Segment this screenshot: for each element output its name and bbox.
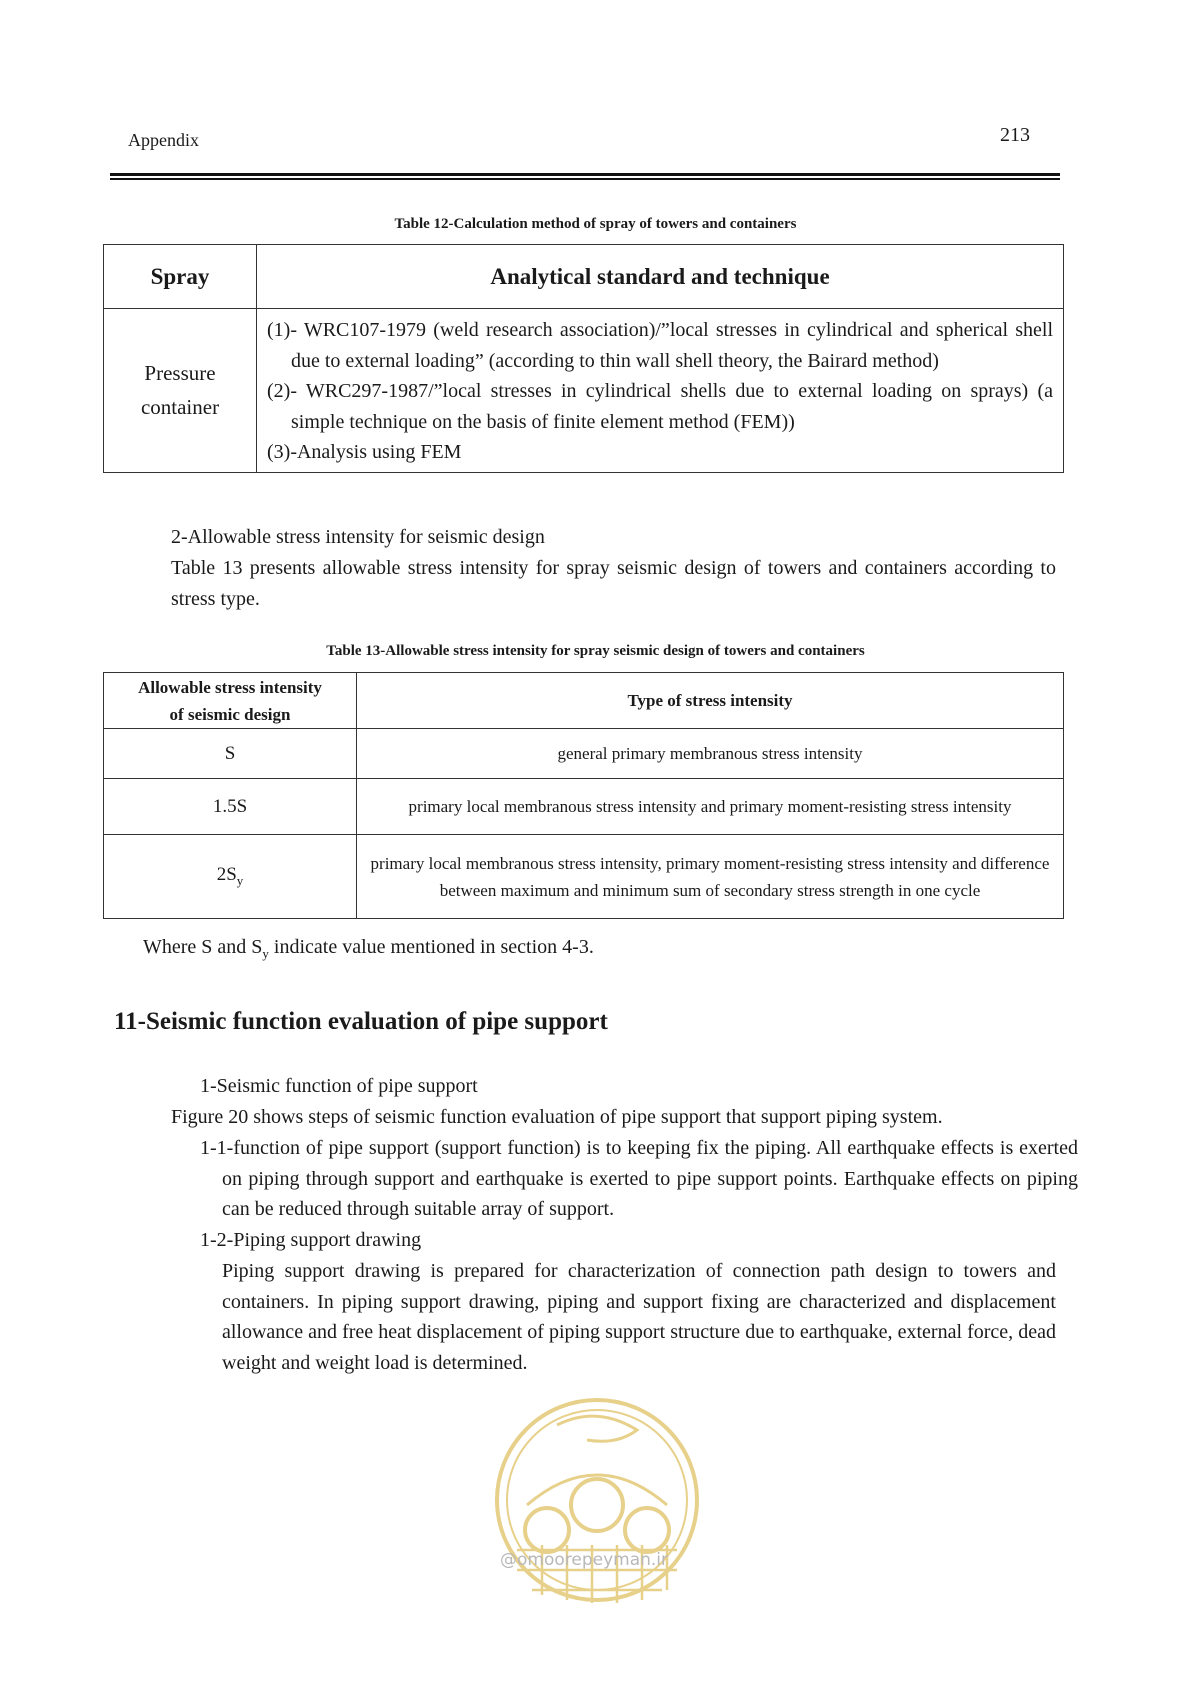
stress-value-cell: S [104,729,357,779]
header-rule-thin [110,178,1060,180]
row-label-line: container [140,395,220,420]
table13-header-row [104,673,1064,729]
table13 [103,672,1064,919]
page-number: 213 [1000,124,1030,146]
section11-sub1: 1-Seismic function of pipe support [200,1075,478,1097]
table-row [104,779,1064,835]
item-1-2-heading: 1-2-Piping support drawing [200,1229,422,1251]
table12-methods-cell [257,309,1064,473]
item-1-1: 1-1-function of pipe support (support function) is to keeping fix the piping. All earthquake effects is exerted on piping through support and earthquake is exerted to pipe support points. Earthquake effects on piping can be reduced through suitable array of support. [200,1137,1078,1220]
watermark-logo [487,1385,707,1615]
stress-value-cell [104,835,357,919]
note-text: indicate value mentioned in section 4-3. [268,936,594,958]
table12-header-row [104,245,1064,309]
table13-note [143,932,594,970]
table-row [104,729,1064,779]
table-row [104,835,1064,919]
stress-value-cell: 1.5S [104,779,357,835]
stress-type-cell: primary local membranous stress intensity, primary moment-resisting stress intensity and difference between maximum and minimum sum of secondary stress strength in one cycle [357,835,1064,919]
table12-row-label [104,309,257,473]
method-item: (1)- WRC107-1979 (weld research association)/”local stresses in cylindrical and spherical shell due to external loading” (according to thin wall shell theory, the Bairard method) [267,319,1053,372]
section2-heading: 2-Allowable stress intensity for seismic design [171,526,545,548]
watermark-url-text: omoorepeyman.ir [517,1550,669,1570]
table12-caption: Table 12-Calculation method of spray of towers and containers [394,216,797,232]
section11-title: 11-Seismic function evaluation of pipe support [114,1008,608,1035]
watermark-url: @omoorepeyman.ir [500,1550,669,1570]
method-item: (2)- WRC297-1987/”local stresses in cylindrical shells due to external loading on sprays) (a simple technique on the basis of finite element method (FEM)) [267,380,1053,433]
stress-type-cell: primary local membranous stress intensity and primary moment-resisting stress intensity [357,779,1064,835]
table12 [103,244,1064,473]
note-text: Where S and S [143,936,263,958]
table13-col2-header: Type of stress intensity [357,673,1064,729]
table13-caption: Table 13-Allowable stress intensity for spray seismic design of towers and containers [326,643,865,659]
table12-col2-header: Analytical standard and technique [257,245,1064,309]
item-1-2-text: Piping support drawing is prepared for characterization of connection path design to towers and containers. In piping support drawing, piping and support fixing are characterized and displacement allowance and free heat displacement of piping support structure due to earthquake, external force, dead weight and weight load is determined. [222,1260,1056,1374]
note-sub: y [262,946,269,961]
stress-type-cell: general primary membranous stress intensity [357,729,1064,779]
method-item: (3)-Analysis using FEM [267,441,462,463]
header-rule-thick [110,173,1060,176]
row-label-line: Pressure [144,361,216,386]
header-line: Allowable stress intensity [138,677,322,697]
table13-col1-header [104,673,357,729]
table12-row [104,309,1064,473]
running-header: Appendix [128,130,199,150]
section2-text: Table 13 presents allowable stress intensity for spray seismic design of towers and containers according to stress type. [171,557,1056,610]
stress-value-sub: y [236,872,244,888]
table12-col1-header: Spray [104,245,257,309]
stress-value-main: 2S [216,864,237,886]
header-line: of seismic design [169,704,291,724]
section11-intro: Figure 20 shows steps of seismic function evaluation of pipe support that support piping system. [171,1106,943,1128]
